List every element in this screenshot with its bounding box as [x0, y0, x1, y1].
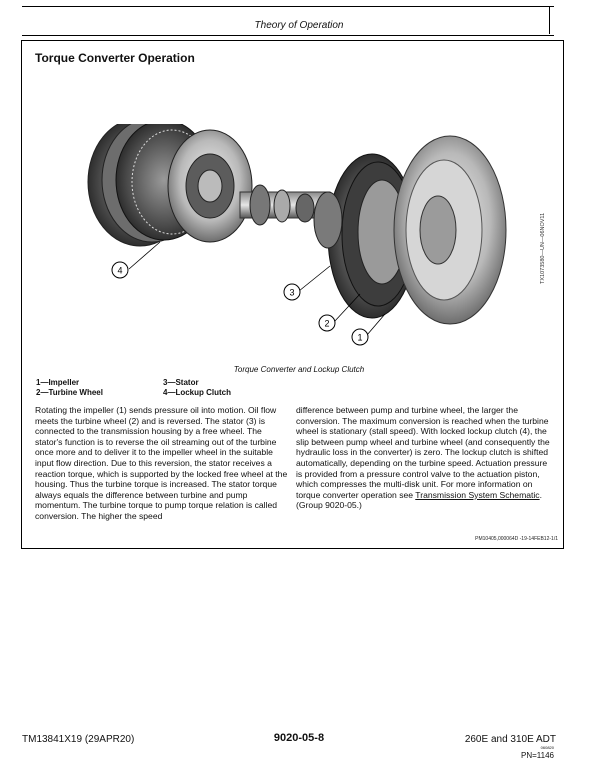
torque-converter-illustration [60, 124, 520, 354]
body-text-column-1: Rotating the impeller (1) sends pressure oil into motion. Oil flow meets the turbine wheel (2) and is reversed. The stator (3) is connected to the transmission housing by a free wheel. The stator's function is to reverse the oil streaming out of the turbine once more and to deliver it to the impeller wheel in the suitable input flow direction. Due to this reversion, the stator receives a reaction torque, which is supported by the locked free wheel at the housing. Thus the turbine torque is increased. The stator torque always equals the difference between turbine and pump momentum. The turbine torque to pump torque relation is called conversion. The higher the speed [35, 405, 288, 521]
header-right-bar [549, 6, 550, 34]
body-text-column-2 [296, 405, 554, 511]
body-text-tail: . (Group 9020-05.) [296, 489, 542, 511]
legend-item: 4—Lockup Clutch [163, 388, 232, 397]
header-title: Theory of Operation [254, 20, 344, 31]
svg-text:3: 3 [289, 287, 295, 298]
legend-column-1 [36, 378, 103, 398]
legend-item: 2—Turbine Wheel [36, 388, 103, 397]
body-text: difference between pump and turbine wheel, the larger the conversion. The maximum conversion is reached when the turbine wheel is stationary (stall speed). With locked lockup clutch (4), the slip between pump wheel and turbine wheel (and consequently the hydraulic loss in the converter) is zero. The lockup clutch is shifted automatically, depending on the turbine speed. Actuation pressure is provided from a pressure control valve to the actuation piston, which compresses the multi-disk unit. For more information on torque converter operation see [296, 405, 550, 500]
header-rule-top [22, 6, 554, 7]
footer-manual-id: TM13841X19 (29APR20) [22, 734, 135, 745]
figure-code: TX1073580—UN—06NOV11 [540, 212, 546, 284]
legend-column-2 [163, 378, 231, 398]
header-rule-bottom [22, 35, 554, 36]
lockup-clutch-part [88, 124, 252, 246]
svg-text:2: 2 [324, 318, 330, 329]
svg-text:1: 1 [357, 332, 363, 343]
footer-pn: PN=1146 [521, 751, 554, 760]
svg-text:4: 4 [117, 265, 123, 276]
transmission-schematic-link[interactable]: Transmission System Schematic [415, 489, 540, 500]
callout-4 [112, 262, 128, 278]
figure-caption: Torque Converter and Lockup Clutch [233, 365, 365, 374]
footer-date-code: 060820 [540, 745, 554, 750]
impeller-part [394, 136, 506, 324]
callout-2 [319, 315, 335, 331]
footer-page-number: 9020-05-8 [273, 732, 325, 744]
callout-1 [352, 329, 368, 345]
reference-code: PM10405,000064D -19-14FEB12-1/1 [475, 536, 558, 542]
footer-model: 260E and 310E ADT [464, 734, 556, 745]
section-title: Torque Converter Operation [35, 51, 195, 65]
legend-item: 1—Impeller [36, 378, 80, 387]
legend-item: 3—Stator [163, 378, 199, 387]
callout-3 [284, 284, 300, 300]
